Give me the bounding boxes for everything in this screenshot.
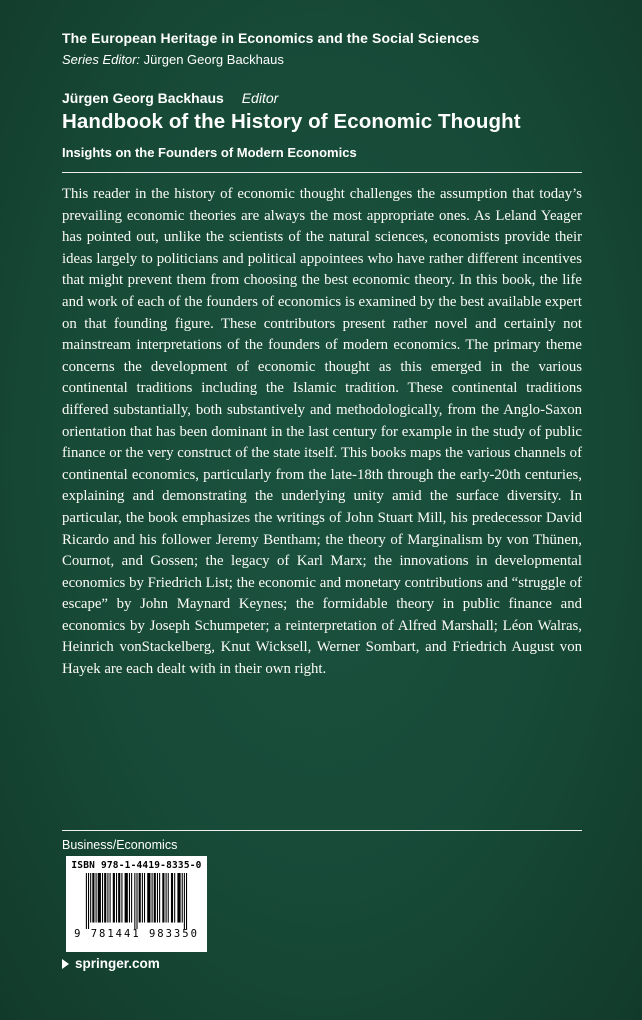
bottom-divider-rule: [62, 830, 582, 831]
top-divider-rule: [62, 172, 582, 173]
barcode-digits: 9 781441 983350: [74, 928, 199, 940]
ean13-barcode-icon: [78, 873, 196, 929]
editor-label: Editor: [241, 90, 279, 106]
series-editor-line: [62, 52, 582, 67]
book-subtitle: Insights on the Founders of Modern Economics: [62, 145, 357, 160]
book-title: Handbook of the History of Economic Thought: [62, 110, 521, 133]
publisher-url: springer.com: [75, 956, 160, 971]
springer-arrow-icon: [62, 959, 69, 969]
back-cover-blurb: This reader in the history of economic thought challenges the assumption that today’s prevailing economic theories are always the most appropriate ones. As Leland Yeager has pointed out, unlike the scientists of the natural sciences, economists provide their ideas largely to politicians and political appointees who have rather different incentives that might prevent them from choosing the best economic theory. In this book, the life and work of each of the founders of economics is examined by the best available expert on that founding figure. These contributors present rather novel and certainly not mainstream interpretations of the founders of modern economics. The primary theme concerns the development of economic thought as this emerged in the various continental traditions including the Islamic tradition. These continental traditions differed substantially, both substantively and methodologically, from the Anglo-Saxon orientation that has been dominant in the last century for example in the study of public finance or the very construct of the state itself. This books maps the various channels of continental economics, particularly from the late-18th through the early-20th centuries, explaining and demonstrating the underlying unity amid the surface diversity. In particular, the book emphasizes the writings of John Stuart Mill, his predecessor David Ricardo and his follower Jeremy Bentham; the theory of Marginalism by von Thünen, Cournot, and Gossen; the legacy of Karl Marx; the innovations in developmental economics by Friedrich List; the economic and monetary contributions and “struggle of escape” by John Maynard Keynes; the formidable theory in public finance and economics by Joseph Schumpeter; a reinterpretation of Alfred Marshall; Léon Walras, Heinrich vonStackelberg, Knut Wicksell, Werner Sombart, and Friedrich August von Hayek are each dealt with in their own right.: [62, 186, 582, 678]
author-name: Jürgen Georg Backhaus: [62, 90, 224, 106]
publisher-footer: [62, 956, 160, 971]
author-line: [62, 90, 582, 106]
subject-category: Business/Economics: [62, 838, 178, 852]
series-title: The European Heritage in Economics and the Social Sciences: [62, 30, 480, 46]
isbn-number: ISBN 978-1-4419-8335-0: [71, 860, 202, 871]
isbn-barcode-block: [66, 856, 207, 952]
series-editor-name: Jürgen Georg Backhaus: [143, 52, 284, 67]
series-editor-label: Series Editor:: [62, 52, 141, 67]
